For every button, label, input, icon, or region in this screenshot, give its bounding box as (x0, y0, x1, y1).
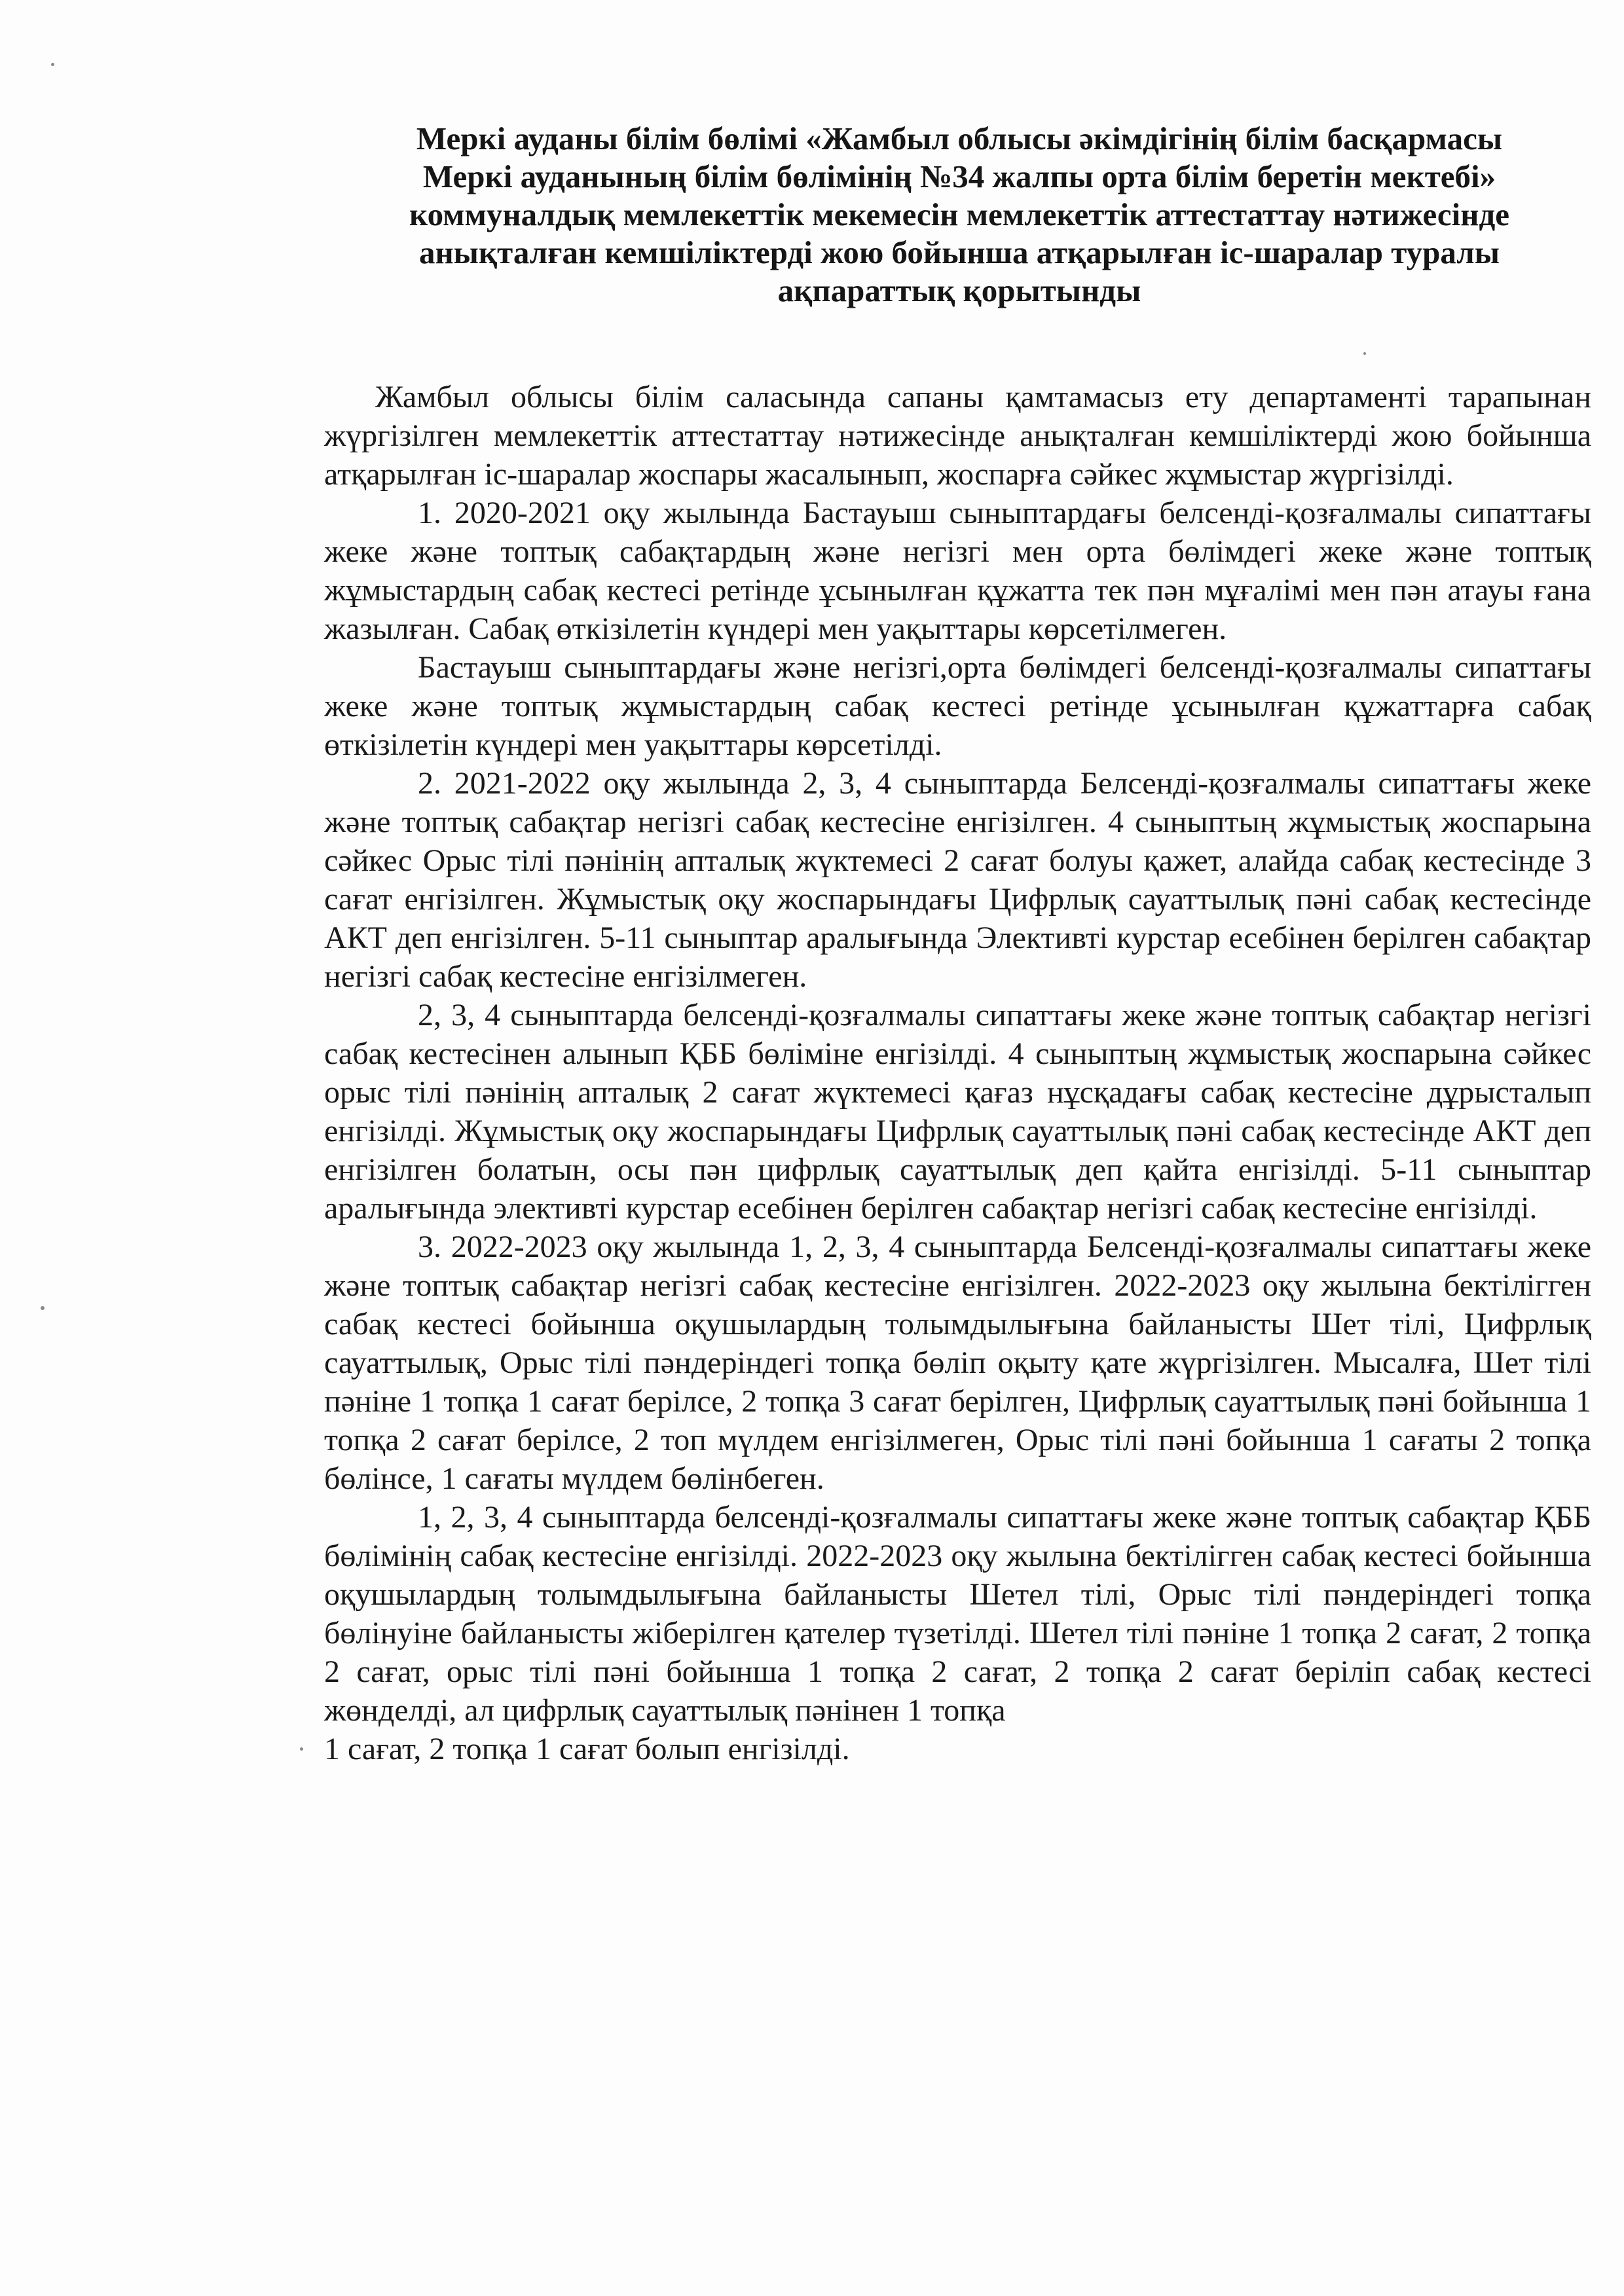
scan-speck (41, 1306, 45, 1310)
title-line-3: коммуналдық мемлекеттік мекемесін мемлекеттік аттестаттау нәтижесінде (409, 196, 1510, 232)
item-1-finding: 1. 2020-2021 оқу жылында Бастауыш сыныптардағы белсенді-қозғалмалы сипаттағы жеке және топтық сабақтардың және негізгі мен орта бөлімдегі жеке және топтық жұмыстардың сабақ кестесі ретінде ұсынылған құжатта тек пән мұғалімі мен пән атауы ғана жазылған. Сабақ өткізілетін күндері мен уақыттары көрсетілмеген. (324, 496, 1591, 646)
document-title (308, 120, 1611, 310)
title-line-1: Меркі ауданы білім бөлімі «Жамбыл облысы әкімдігінің білім басқармасы (416, 120, 1503, 156)
title-line-4: анықталған кемшіліктерді жою бойынша атқарылған іс-шаралар туралы (418, 234, 1500, 270)
document-body (324, 378, 1591, 1768)
item-2-finding: 2. 2021-2022 оқу жылында 2, 3, 4 сыныптарда Белсенді-қозғалмалы сипаттағы жеке және топтық сабақтар негізгі сабақ кестесіне енгізілген. 4 сыныптың жұмыстық жоспарына сәйкес Орыс тілі пәнінің апталық жүктемесі 2 сағат болуы қажет, алайда сабақ кестесінде 3 сағат енгізілген. Жұмыстық оқу жоспарындағы Цифрлық сауаттылық пәні сабақ кестесінде АКТ деп енгізілген. 5-11 сыныптар аралығында Элективті курстар есебінен берілген сабақтар негізгі сабақ кестесіне енгізілмеген. (324, 766, 1591, 994)
scan-speck (300, 1747, 303, 1751)
scan-speck (1363, 352, 1366, 355)
intro-paragraph: Жамбыл облысы білім саласында сапаны қамтамасыз ету департаменті тарапынан жүргізілген мемлекеттік аттестаттау нәтижесінде анықталған кемшіліктерді жою бойынша атқарылған іс-шаралар жоспары жасалынып, жоспарға сәйкес жұмыстар жүргізілді. (324, 380, 1591, 492)
closing-line: 1 сағат, 2 топқа 1 сағат болып енгізілді. (324, 1732, 850, 1766)
title-line-2: Меркі ауданының білім бөлімінің №34 жалпы орта білім беретін мектебі» (422, 158, 1496, 194)
item-2-action: 2, 3, 4 сыныптарда белсенді-қозғалмалы сипаттағы жеке және топтық сабақтар негізгі сабақ кестесінен алынып ҚББ бөліміне енгізілді. 4 сыныптың жұмыстық жоспарына сәйкес орыс тілі пәнінің апталық 2 сағат жүктемесі қағаз нұсқадағы сабақ кестесіне дұрысталып енгізілді. Жұмыстық оқу жоспарындағы Цифрлық сауаттылық пәні сабақ кестесінде АКТ деп енгізілген болатын, осы пән цифрлық сауаттылық деп қайта енгізілді. 5-11 сыныптар аралығында элективті курстар есебінен берілген сабақтар негізгі сабақ кестесіне енгізілді. (324, 998, 1591, 1226)
title-line-5: ақпараттық қорытынды (777, 272, 1141, 308)
item-1-action: Бастауыш сыныптардағы және негізгі,орта бөлімдегі белсенді-қозғалмалы сипаттағы жеке және топтық жұмыстардың сабақ кестесі ретінде ұсынылған құжаттарға сабақ өткізілетін күндері мен уақыттары көрсетілді. (324, 650, 1591, 762)
scan-speck (51, 63, 54, 66)
item-3-action: 1, 2, 3, 4 сыныптарда белсенді-қозғалмалы сипаттағы жеке және топтық сабақтар ҚББ бөлімінің сабақ кестесіне енгізілді. 2022-2023 оқу жылына бектілігген сабақ кестесі бойынша оқушылардың толымдылығына байланысты Шетел тілі, Орыс тілі пәндеріндегі топқа бөлінуіне байланысты жіберілген қателер түзетілді. Шетел тілі пәніне 1 топқа 2 сағат, 2 топқа 2 сағат, орыс тілі пәні бойынша 1 топқа 2 сағат, 2 топқа 2 сағат беріліп сабақ кестесі жөнделді, ал цифрлық сауаттылық пәнінен 1 топқа (324, 1500, 1591, 1728)
item-3-finding: 3. 2022-2023 оқу жылында 1, 2, 3, 4 сыныптарда Белсенді-қозғалмалы сипаттағы жеке және топтық сабақтар негізгі сабақ кестесіне енгізілген. 2022-2023 оқу жылына бектілігген сабақ кестесі бойынша оқушылардың толымдылығына байланысты Шет тілі, Цифрлық сауаттылық, Орыс тілі пәндеріндегі топқа бөліп оқыту қате жүргізілген. Мысалға, Шет тілі пәніне 1 топқа 1 сағат берілсе, 2 топқа 3 сағат берілген, Цифрлық сауаттылық пәні бойынша 1 топқа 2 сағат берілсе, 2 топ мүлдем енгізілмеген, Орыс тілі пәні бойынша 1 сағаты 2 топқа бөлінсе, 1 сағаты мүлдем бөлінбеген. (324, 1230, 1591, 1496)
